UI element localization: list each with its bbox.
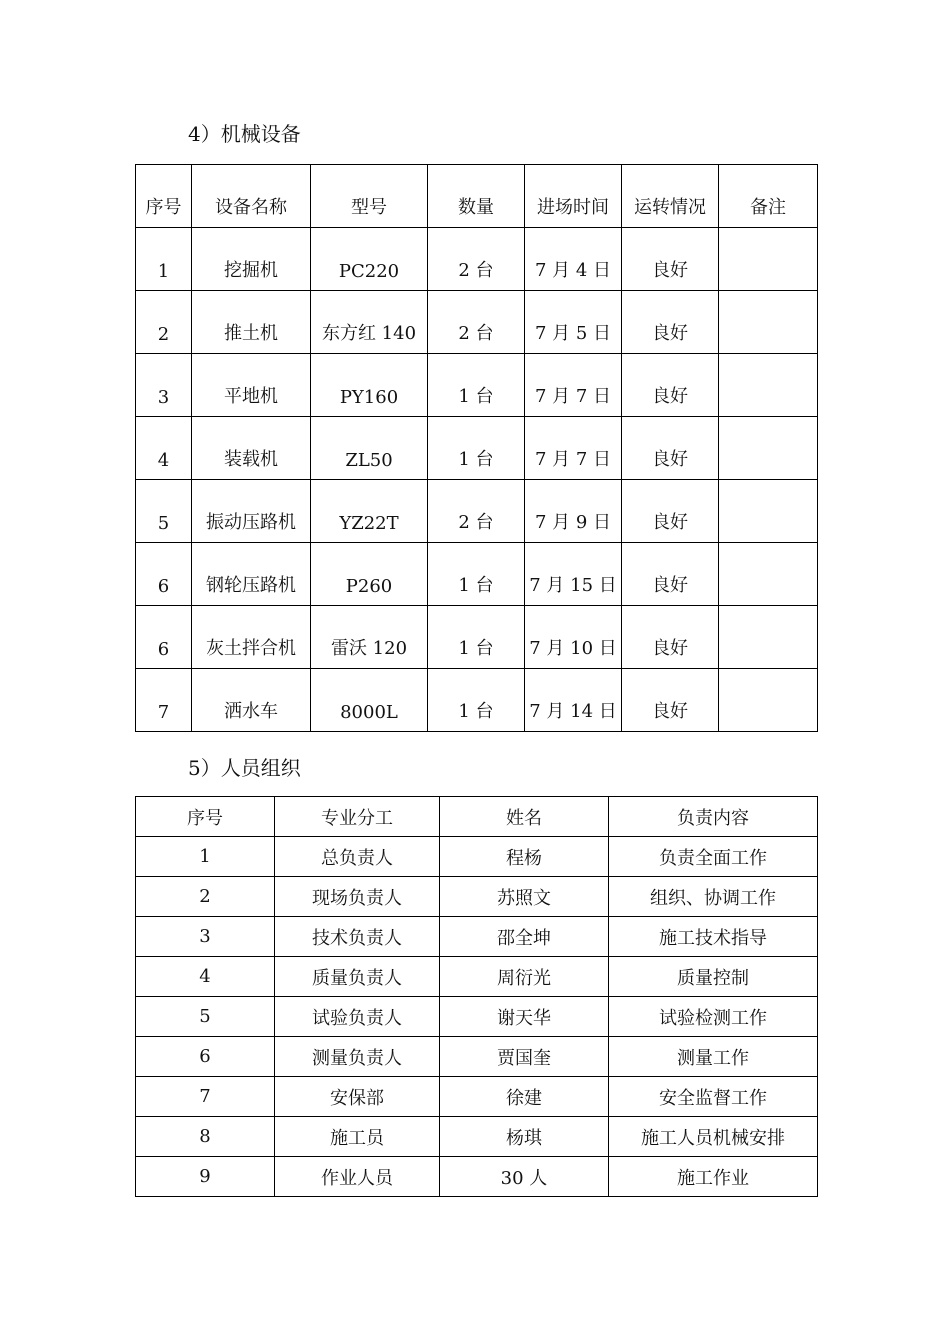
table-cell: 试验检测工作 xyxy=(609,997,818,1037)
table-row xyxy=(136,1077,818,1117)
table-cell: 7 xyxy=(136,669,192,732)
header-cell: 序号 xyxy=(136,797,275,837)
table-cell xyxy=(719,480,818,543)
header-cell: 运转情况 xyxy=(622,165,719,228)
table-cell: 2 台 xyxy=(428,228,525,291)
table-cell: 1 xyxy=(136,228,192,291)
table-cell: 东方红 140 xyxy=(311,291,428,354)
table-row xyxy=(136,543,818,606)
table-cell xyxy=(719,228,818,291)
table-cell: 施工作业 xyxy=(609,1157,818,1197)
table-cell: 技术负责人 xyxy=(275,917,440,957)
table-cell: 雷沃 120 xyxy=(311,606,428,669)
table-cell: 8000L xyxy=(311,669,428,732)
table-cell: 7 月 7 日 xyxy=(525,417,622,480)
table-cell: 装载机 xyxy=(192,417,311,480)
header-cell: 备注 xyxy=(719,165,818,228)
table-cell: 安保部 xyxy=(275,1077,440,1117)
table-row xyxy=(136,480,818,543)
table-row xyxy=(136,917,818,957)
table-cell: 1 台 xyxy=(428,354,525,417)
table-cell: 7 月 9 日 xyxy=(525,480,622,543)
table-cell: PC220 xyxy=(311,228,428,291)
table-cell: 9 xyxy=(136,1157,275,1197)
table-cell: 测量负责人 xyxy=(275,1037,440,1077)
table-cell: 良好 xyxy=(622,543,719,606)
table-cell: 组织、协调工作 xyxy=(609,877,818,917)
table-cell: 推土机 xyxy=(192,291,311,354)
table-cell: YZ22T xyxy=(311,480,428,543)
table-cell: 测量工作 xyxy=(609,1037,818,1077)
table-cell xyxy=(719,606,818,669)
table-cell: 施工人员机械安排 xyxy=(609,1117,818,1157)
table-cell: 邵全坤 xyxy=(440,917,609,957)
header-cell: 序号 xyxy=(136,165,192,228)
header-cell: 专业分工 xyxy=(275,797,440,837)
table-cell: 7 月 4 日 xyxy=(525,228,622,291)
table-cell: 5 xyxy=(136,997,275,1037)
table-row xyxy=(136,417,818,480)
table-cell: 作业人员 xyxy=(275,1157,440,1197)
table-cell: 1 台 xyxy=(428,543,525,606)
table-row xyxy=(136,606,818,669)
table-cell: 7 月 14 日 xyxy=(525,669,622,732)
table-cell: 安全监督工作 xyxy=(609,1077,818,1117)
table-cell: 4 xyxy=(136,417,192,480)
table-cell: 30 人 xyxy=(440,1157,609,1197)
table-cell: 试验负责人 xyxy=(275,997,440,1037)
table-cell: 灰土拌合机 xyxy=(192,606,311,669)
table-cell: 贾国奎 xyxy=(440,1037,609,1077)
table-cell xyxy=(719,417,818,480)
table-row xyxy=(136,957,818,997)
table-cell xyxy=(719,354,818,417)
table-cell: 6 xyxy=(136,543,192,606)
table-cell: 施工技术指导 xyxy=(609,917,818,957)
table-row xyxy=(136,228,818,291)
header-cell: 型号 xyxy=(311,165,428,228)
table-cell: 洒水车 xyxy=(192,669,311,732)
staff-section-heading: 5）人员组织 xyxy=(188,756,301,780)
table-cell: 苏照文 xyxy=(440,877,609,917)
table-cell: 6 xyxy=(136,606,192,669)
table-row xyxy=(136,997,818,1037)
header-cell: 进场时间 xyxy=(525,165,622,228)
table-cell: 2 xyxy=(136,291,192,354)
table-cell: 施工员 xyxy=(275,1117,440,1157)
table-cell: 徐建 xyxy=(440,1077,609,1117)
table-cell: 振动压路机 xyxy=(192,480,311,543)
equipment-section-heading: 4）机械设备 xyxy=(188,122,301,146)
table-row xyxy=(136,1117,818,1157)
table-row xyxy=(136,1037,818,1077)
table-row xyxy=(136,837,818,877)
table-cell xyxy=(719,543,818,606)
header-cell: 负责内容 xyxy=(609,797,818,837)
table-cell: 1 xyxy=(136,837,275,877)
table-row xyxy=(136,1157,818,1197)
table-cell: P260 xyxy=(311,543,428,606)
table-cell: 3 xyxy=(136,917,275,957)
table-cell: 7 月 7 日 xyxy=(525,354,622,417)
table-cell: 2 台 xyxy=(428,480,525,543)
table-cell xyxy=(719,291,818,354)
table-cell: 平地机 xyxy=(192,354,311,417)
table-cell: 谢天华 xyxy=(440,997,609,1037)
table-row xyxy=(136,354,818,417)
table-cell: 负责全面工作 xyxy=(609,837,818,877)
table-cell: 钢轮压路机 xyxy=(192,543,311,606)
table-cell: 良好 xyxy=(622,480,719,543)
table-cell: 良好 xyxy=(622,669,719,732)
table-cell: 5 xyxy=(136,480,192,543)
table-cell: 2 xyxy=(136,877,275,917)
table-header-row xyxy=(136,165,818,228)
table-cell: 良好 xyxy=(622,354,719,417)
table-cell xyxy=(719,669,818,732)
table-cell: PY160 xyxy=(311,354,428,417)
header-cell: 姓名 xyxy=(440,797,609,837)
table-cell: 7 月 15 日 xyxy=(525,543,622,606)
table-cell: 7 xyxy=(136,1077,275,1117)
table-cell: 质量负责人 xyxy=(275,957,440,997)
table-cell: 8 xyxy=(136,1117,275,1157)
table-header-row xyxy=(136,797,818,837)
table-cell: 6 xyxy=(136,1037,275,1077)
table-cell: 良好 xyxy=(622,606,719,669)
table-cell: 质量控制 xyxy=(609,957,818,997)
table-cell: 总负责人 xyxy=(275,837,440,877)
table-cell: 1 台 xyxy=(428,417,525,480)
table-cell: 7 月 10 日 xyxy=(525,606,622,669)
table-cell: 1 台 xyxy=(428,669,525,732)
table-cell: 良好 xyxy=(622,228,719,291)
table-cell: 程杨 xyxy=(440,837,609,877)
table-cell: 现场负责人 xyxy=(275,877,440,917)
header-cell: 设备名称 xyxy=(192,165,311,228)
header-cell: 数量 xyxy=(428,165,525,228)
table-row xyxy=(136,669,818,732)
table-cell: 7 月 5 日 xyxy=(525,291,622,354)
table-cell: 3 xyxy=(136,354,192,417)
equipment-table xyxy=(135,164,818,732)
table-cell: 2 台 xyxy=(428,291,525,354)
table-row xyxy=(136,877,818,917)
staff-table xyxy=(135,796,818,1197)
table-cell: 周衍光 xyxy=(440,957,609,997)
table-cell: 良好 xyxy=(622,291,719,354)
table-cell: 4 xyxy=(136,957,275,997)
table-cell: 良好 xyxy=(622,417,719,480)
table-cell: 杨琪 xyxy=(440,1117,609,1157)
table-cell: 挖掘机 xyxy=(192,228,311,291)
table-cell: ZL50 xyxy=(311,417,428,480)
table-row xyxy=(136,291,818,354)
table-cell: 1 台 xyxy=(428,606,525,669)
